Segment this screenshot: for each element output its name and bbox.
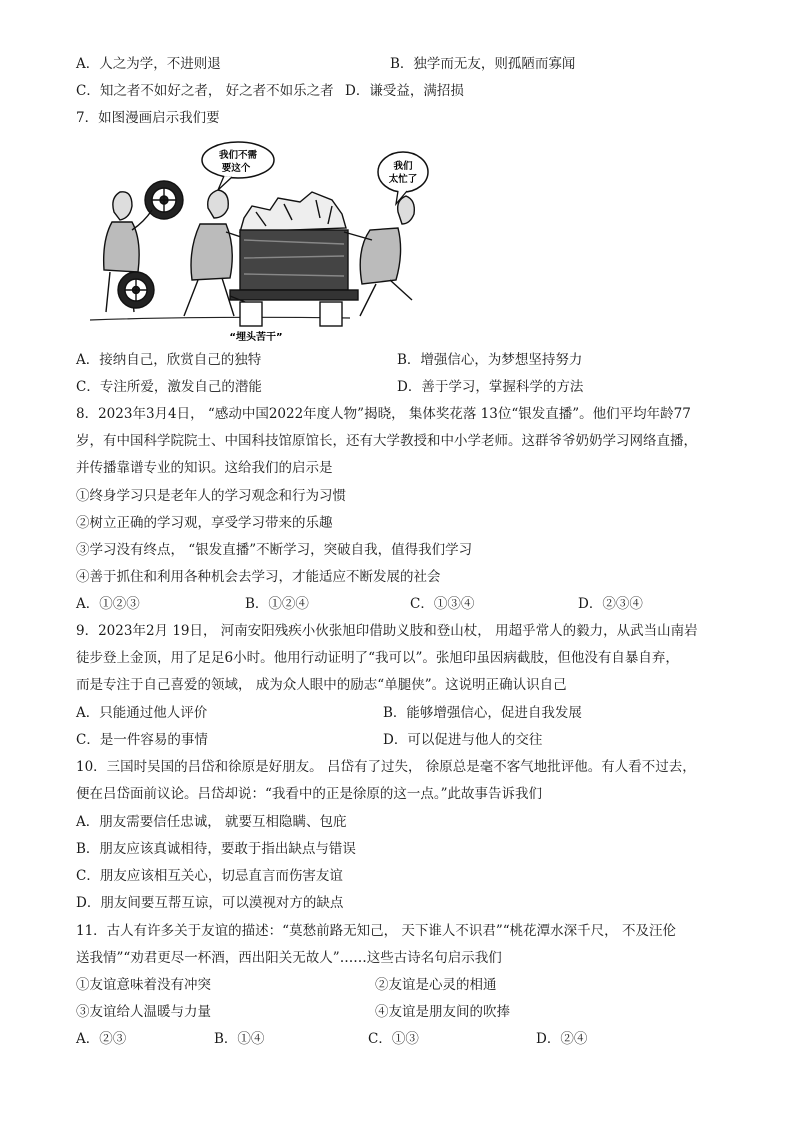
q7-option-b: B．增强信心，为梦想坚持努力 xyxy=(397,352,583,368)
q8-option-a: A．①②③ xyxy=(76,596,140,612)
q10-option-c: C．朋友应该相互关心，切忌直言而伤害友谊 xyxy=(76,868,343,884)
q8-option-b: B．①②④ xyxy=(245,596,309,612)
q9-stem-line1: 9．2023年2月 19日， 河南安阳残疾小伙张旭印借助义肢和登山杖， 用超乎常人的毅力，从武当山南岩 xyxy=(76,623,698,639)
q7-option-a: A．接纳自己，欣赏自己的独特 xyxy=(76,352,262,368)
bubble-right-line1: 我们 xyxy=(393,161,413,172)
q11-stem-line2: 送我情”“劝君更尽一杯酒，西出阳关无故人”……这些古诗名句启示我们 xyxy=(76,950,502,966)
q6-option-c: C．知之者不如好之者， 好之者不如乐之者 xyxy=(76,83,334,99)
q11-option-b: B．①④ xyxy=(214,1031,265,1047)
q7-stem: 7．如图漫画启示我们要 xyxy=(76,110,220,126)
q10-option-b: B．朋友应该真诚相待，要敢于指出缺点与错误 xyxy=(76,841,356,857)
cartoon-illustration xyxy=(80,140,432,345)
q8-option-c: C．①③④ xyxy=(410,596,475,612)
q8-option-d: D．②③④ xyxy=(578,596,643,612)
q7-option-d: D．善于学习，掌握科学的方法 xyxy=(397,379,584,395)
q8-statement-1: ①终身学习只是老年人的学习观念和行为习惯 xyxy=(76,488,346,504)
q10-option-a: A．朋友需要信任忠诚， 就要互相隐瞒、包庇 xyxy=(76,814,347,830)
q11-option-d: D．②④ xyxy=(536,1031,588,1047)
q11-statement-2: ②友谊是心灵的相通 xyxy=(375,977,497,993)
q8-stem-line1: 8．2023年3月4日， “感动中国2022年度人物”揭晓， 集体奖花落 13位“银发直播”。他们平均年龄77 xyxy=(76,406,691,422)
q9-option-d: D．可以促进与他人的交往 xyxy=(383,732,543,748)
q8-stem-line3: 并传播靠谱专业的知识。这给我们的启示是 xyxy=(76,460,333,476)
caveman-with-wheel xyxy=(104,181,183,312)
q8-statement-4: ④善于抓住和利用各种机会去学习，才能适应不断发展的社会 xyxy=(76,569,441,585)
bubble-left-line1: 我们不需 xyxy=(218,150,258,161)
q9-stem-line2: 徒步登上金顶，用了足足6小时。他用行动证明了“我可以”。张旭印虽因病截肢，但他没有自暴自弃， xyxy=(76,650,679,666)
q9-option-a: A．只能通过他人评价 xyxy=(76,705,208,721)
q10-option-d: D．朋友间要互帮互谅，可以漠视对方的缺点 xyxy=(76,895,344,911)
q10-stem-line2: 便在吕岱面前议论。吕岱却说：“我看中的正是徐原的这一点。”此故事告诉我们 xyxy=(76,786,543,802)
q9-stem-line3: 而是专注于自己喜爱的领域， 成为众人眼中的励志“单腿侠”。这说明正确认识自己 xyxy=(76,677,567,693)
q6-option-d: D．谦受益，满招损 xyxy=(345,83,464,99)
q11-option-c: C．①③ xyxy=(368,1031,419,1047)
bubble-right-line2: 太忙了 xyxy=(388,174,418,185)
q9-option-b: B．能够增强信心，促进自我发展 xyxy=(383,705,582,721)
q10-stem-line1: 10．三国时吴国的吕岱和徐原是好朋友。 吕岱有了过失， 徐原总是毫不客气地批评他。有人看不过去， xyxy=(76,759,696,775)
q8-statement-3: ③学习没有终点， “银发直播”不断学习，突破自我，值得我们学习 xyxy=(76,542,473,558)
q11-option-a: A．②③ xyxy=(76,1031,127,1047)
q8-statement-2: ②树立正确的学习观，享受学习带来的乐趣 xyxy=(76,515,333,531)
stone-cart xyxy=(230,192,358,326)
q6-option-b: B．独学而无友，则孤陋而寡闻 xyxy=(390,56,576,72)
q8-stem-line2: 岁，有中国科学院院士、中国科技馆原馆长，还有大学教授和中小学老师。这群爷爷奶奶学习网络直播， xyxy=(76,433,697,449)
q11-statement-3: ③友谊给人温暖与力量 xyxy=(76,1004,211,1020)
q6-option-a: A．人之为学，不进则退 xyxy=(76,56,221,72)
cartoon-caption: “埋头苦干” xyxy=(229,332,283,343)
q11-statement-1: ①友谊意味着没有冲突 xyxy=(76,977,211,993)
bubble-left-line2: 要这个 xyxy=(221,163,251,174)
q11-stem-line1: 11．古人有许多关于友谊的描述：“莫愁前路无知己， 天下谁人不识君”“桃花潭水深千尺， 不及汪伦 xyxy=(76,923,676,939)
q7-option-c: C．专注所爱，激发自己的潜能 xyxy=(76,379,262,395)
q11-statement-4: ④友谊是朋友间的吹捧 xyxy=(375,1004,510,1020)
q9-option-c: C．是一件容易的事情 xyxy=(76,732,208,748)
